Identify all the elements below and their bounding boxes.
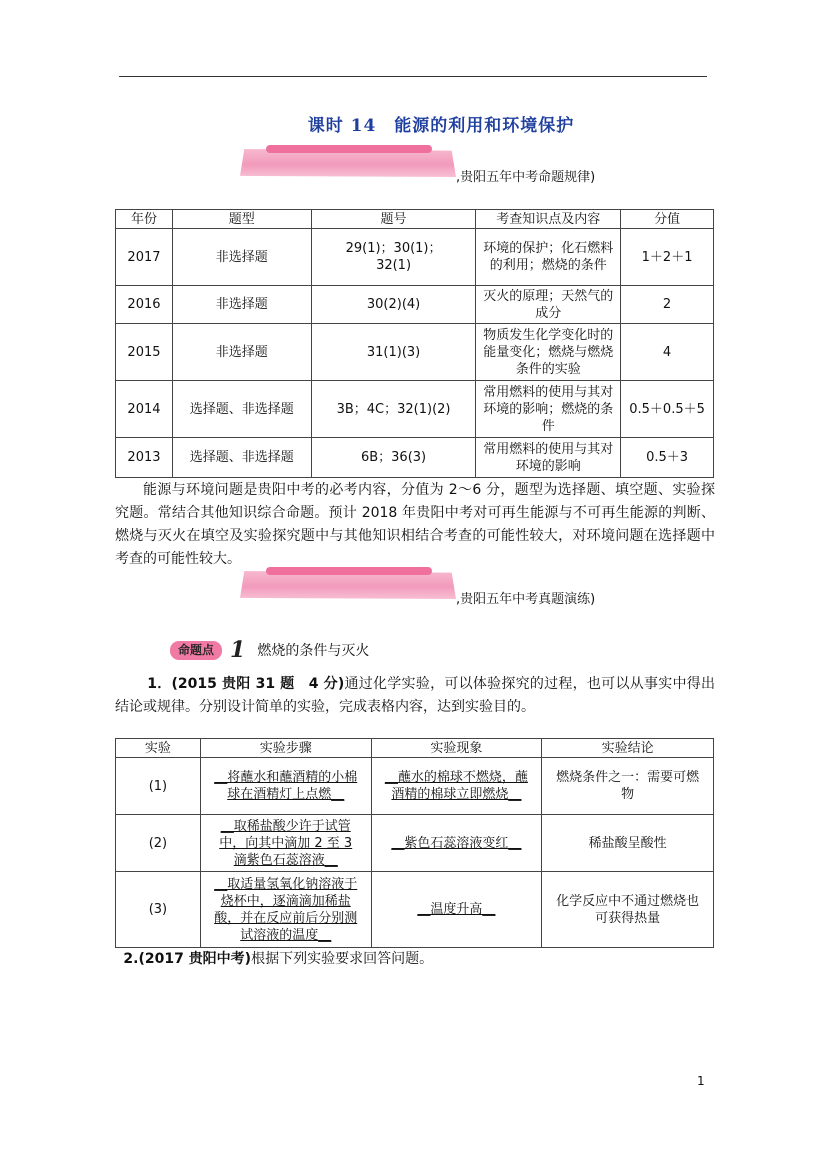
cell-topic: 灭火的原理；天然气的成分	[476, 286, 621, 324]
header-cell: 考查知识点及内容	[476, 210, 621, 229]
cell-number: 31(1)(3)	[311, 324, 476, 381]
summary-paragraph: 能源与环境问题是贵阳中考的必考内容，分值为 2～6 分，题型为选择题、填空题、实验探究题。常结合其他知识综合命题。预计 2018 年贵阳中考对可再生能源与不可再生能源的判断、燃烧与灭火在填空及实验探究题中与其他知识相结合考查的可能性较大，对环境问题在选择题中考查的可能性较大。	[115, 482, 715, 567]
section-banner-rules-label: ,贵阳五年中考命题规律)	[456, 170, 596, 185]
table-row	[116, 286, 714, 324]
cell-type: 非选择题	[172, 324, 311, 381]
cell-number: 3B；4C；32(1)(2)	[311, 381, 476, 438]
cell-type: 选择题、非选择题	[172, 381, 311, 438]
experiment-table	[115, 738, 714, 948]
table-row	[116, 381, 714, 438]
question-2-source: 2.(2017 贵阳中考)	[123, 951, 252, 967]
header-cell: 实验	[116, 739, 201, 758]
question-1-source: 1．(2015 贵阳 31 题 4 分)	[147, 676, 345, 692]
cell-steps: __取稀盐酸少许于试管中，向其中滴加 2 至 3 滴紫色石蕊溶液__	[200, 815, 371, 872]
cell-score: 2	[621, 286, 714, 324]
question-1-text: 通过化学实验，可以体验探究的过程，也可以从事实中得出结论或规律。分别设计简单的实验，完成表格内容，达到实验目的。	[115, 676, 715, 715]
topic-text: 燃烧的条件与灭火	[257, 643, 370, 659]
header-cell: 年份	[116, 210, 173, 229]
cell-number: 29(1)；30(1)；32(1)	[311, 229, 476, 286]
cell-score: 1＋2＋1	[621, 229, 714, 286]
cell-topic: 常用燃料的使用与其对环境的影响	[476, 438, 621, 478]
cell-score: 4	[621, 324, 714, 381]
cell-year: 2014	[116, 381, 173, 438]
cell-score: 0.5＋3	[621, 438, 714, 478]
cell-index: (2)	[116, 815, 201, 872]
cell-type: 非选择题	[172, 286, 311, 324]
page-number: 1	[697, 1074, 705, 1088]
cell-conclusion: 稀盐酸呈酸性	[542, 815, 714, 872]
cell-conclusion: 化学反应中不通过燃烧也可获得热量	[542, 872, 714, 948]
question-2-text: 根据下列实验要求回答问题。	[251, 951, 434, 967]
header-cell: 实验步骤	[200, 739, 371, 758]
table-row	[116, 758, 714, 815]
section-banner-exam-label: ,贵阳五年中考真题演练)	[456, 592, 596, 607]
cell-score: 0.5＋0.5＋5	[621, 381, 714, 438]
cell-type: 选择题、非选择题	[172, 438, 311, 478]
table-header-row	[116, 210, 714, 229]
table-row	[116, 229, 714, 286]
section-banner-exam	[240, 567, 456, 601]
cell-number: 30(2)(4)	[311, 286, 476, 324]
cell-year: 2013	[116, 438, 173, 478]
cell-year: 2016	[116, 286, 173, 324]
cell-phenomenon: __紫色石蕊溶液变红__	[371, 815, 542, 872]
table-row	[116, 872, 714, 948]
cell-topic: 物质发生化学变化时的能量变化；燃烧与燃烧条件的实验	[476, 324, 621, 381]
header-cell: 实验结论	[542, 739, 714, 758]
cell-year: 2015	[116, 324, 173, 381]
table-row	[116, 815, 714, 872]
header-rule	[119, 76, 707, 77]
header-cell: 题号	[311, 210, 476, 229]
cell-conclusion: 燃烧条件之一：需要可燃物	[542, 758, 714, 815]
cell-steps: __取适量氢氧化钠溶液于烧杯中，逐滴滴加稀盐酸，并在反应前后分别测试溶液的温度__	[200, 872, 371, 948]
cell-year: 2017	[116, 229, 173, 286]
topic-pill: 命题点	[170, 641, 222, 660]
cell-type: 非选择题	[172, 229, 311, 286]
cell-index: (1)	[116, 758, 201, 815]
table-header-row	[116, 739, 714, 758]
table-row	[116, 324, 714, 381]
section-banner-rules	[240, 145, 456, 179]
cell-index: (3)	[116, 872, 201, 948]
table-row	[116, 438, 714, 478]
cell-steps: __将蘸水和蘸酒精的小棉球在酒精灯上点燃__	[200, 758, 371, 815]
cell-topic: 常用燃料的使用与其对环境的影响；燃烧的条件	[476, 381, 621, 438]
header-cell: 分值	[621, 210, 714, 229]
cell-number: 6B；36(3)	[311, 438, 476, 478]
cell-phenomenon: __温度升高__	[371, 872, 542, 948]
header-cell: 实验现象	[371, 739, 542, 758]
cell-topic: 环境的保护；化石燃料的利用；燃烧的条件	[476, 229, 621, 286]
page-title: 课时 14 能源的利用和环境保护	[307, 116, 575, 136]
topic-number: 1	[230, 637, 246, 663]
topic-heading	[170, 637, 369, 663]
rules-table	[115, 209, 714, 478]
header-cell: 题型	[172, 210, 311, 229]
question-2	[115, 948, 715, 971]
cell-phenomenon: __蘸水的棉球不燃烧，蘸酒精的棉球立即燃烧__	[371, 758, 542, 815]
question-1	[115, 673, 715, 719]
